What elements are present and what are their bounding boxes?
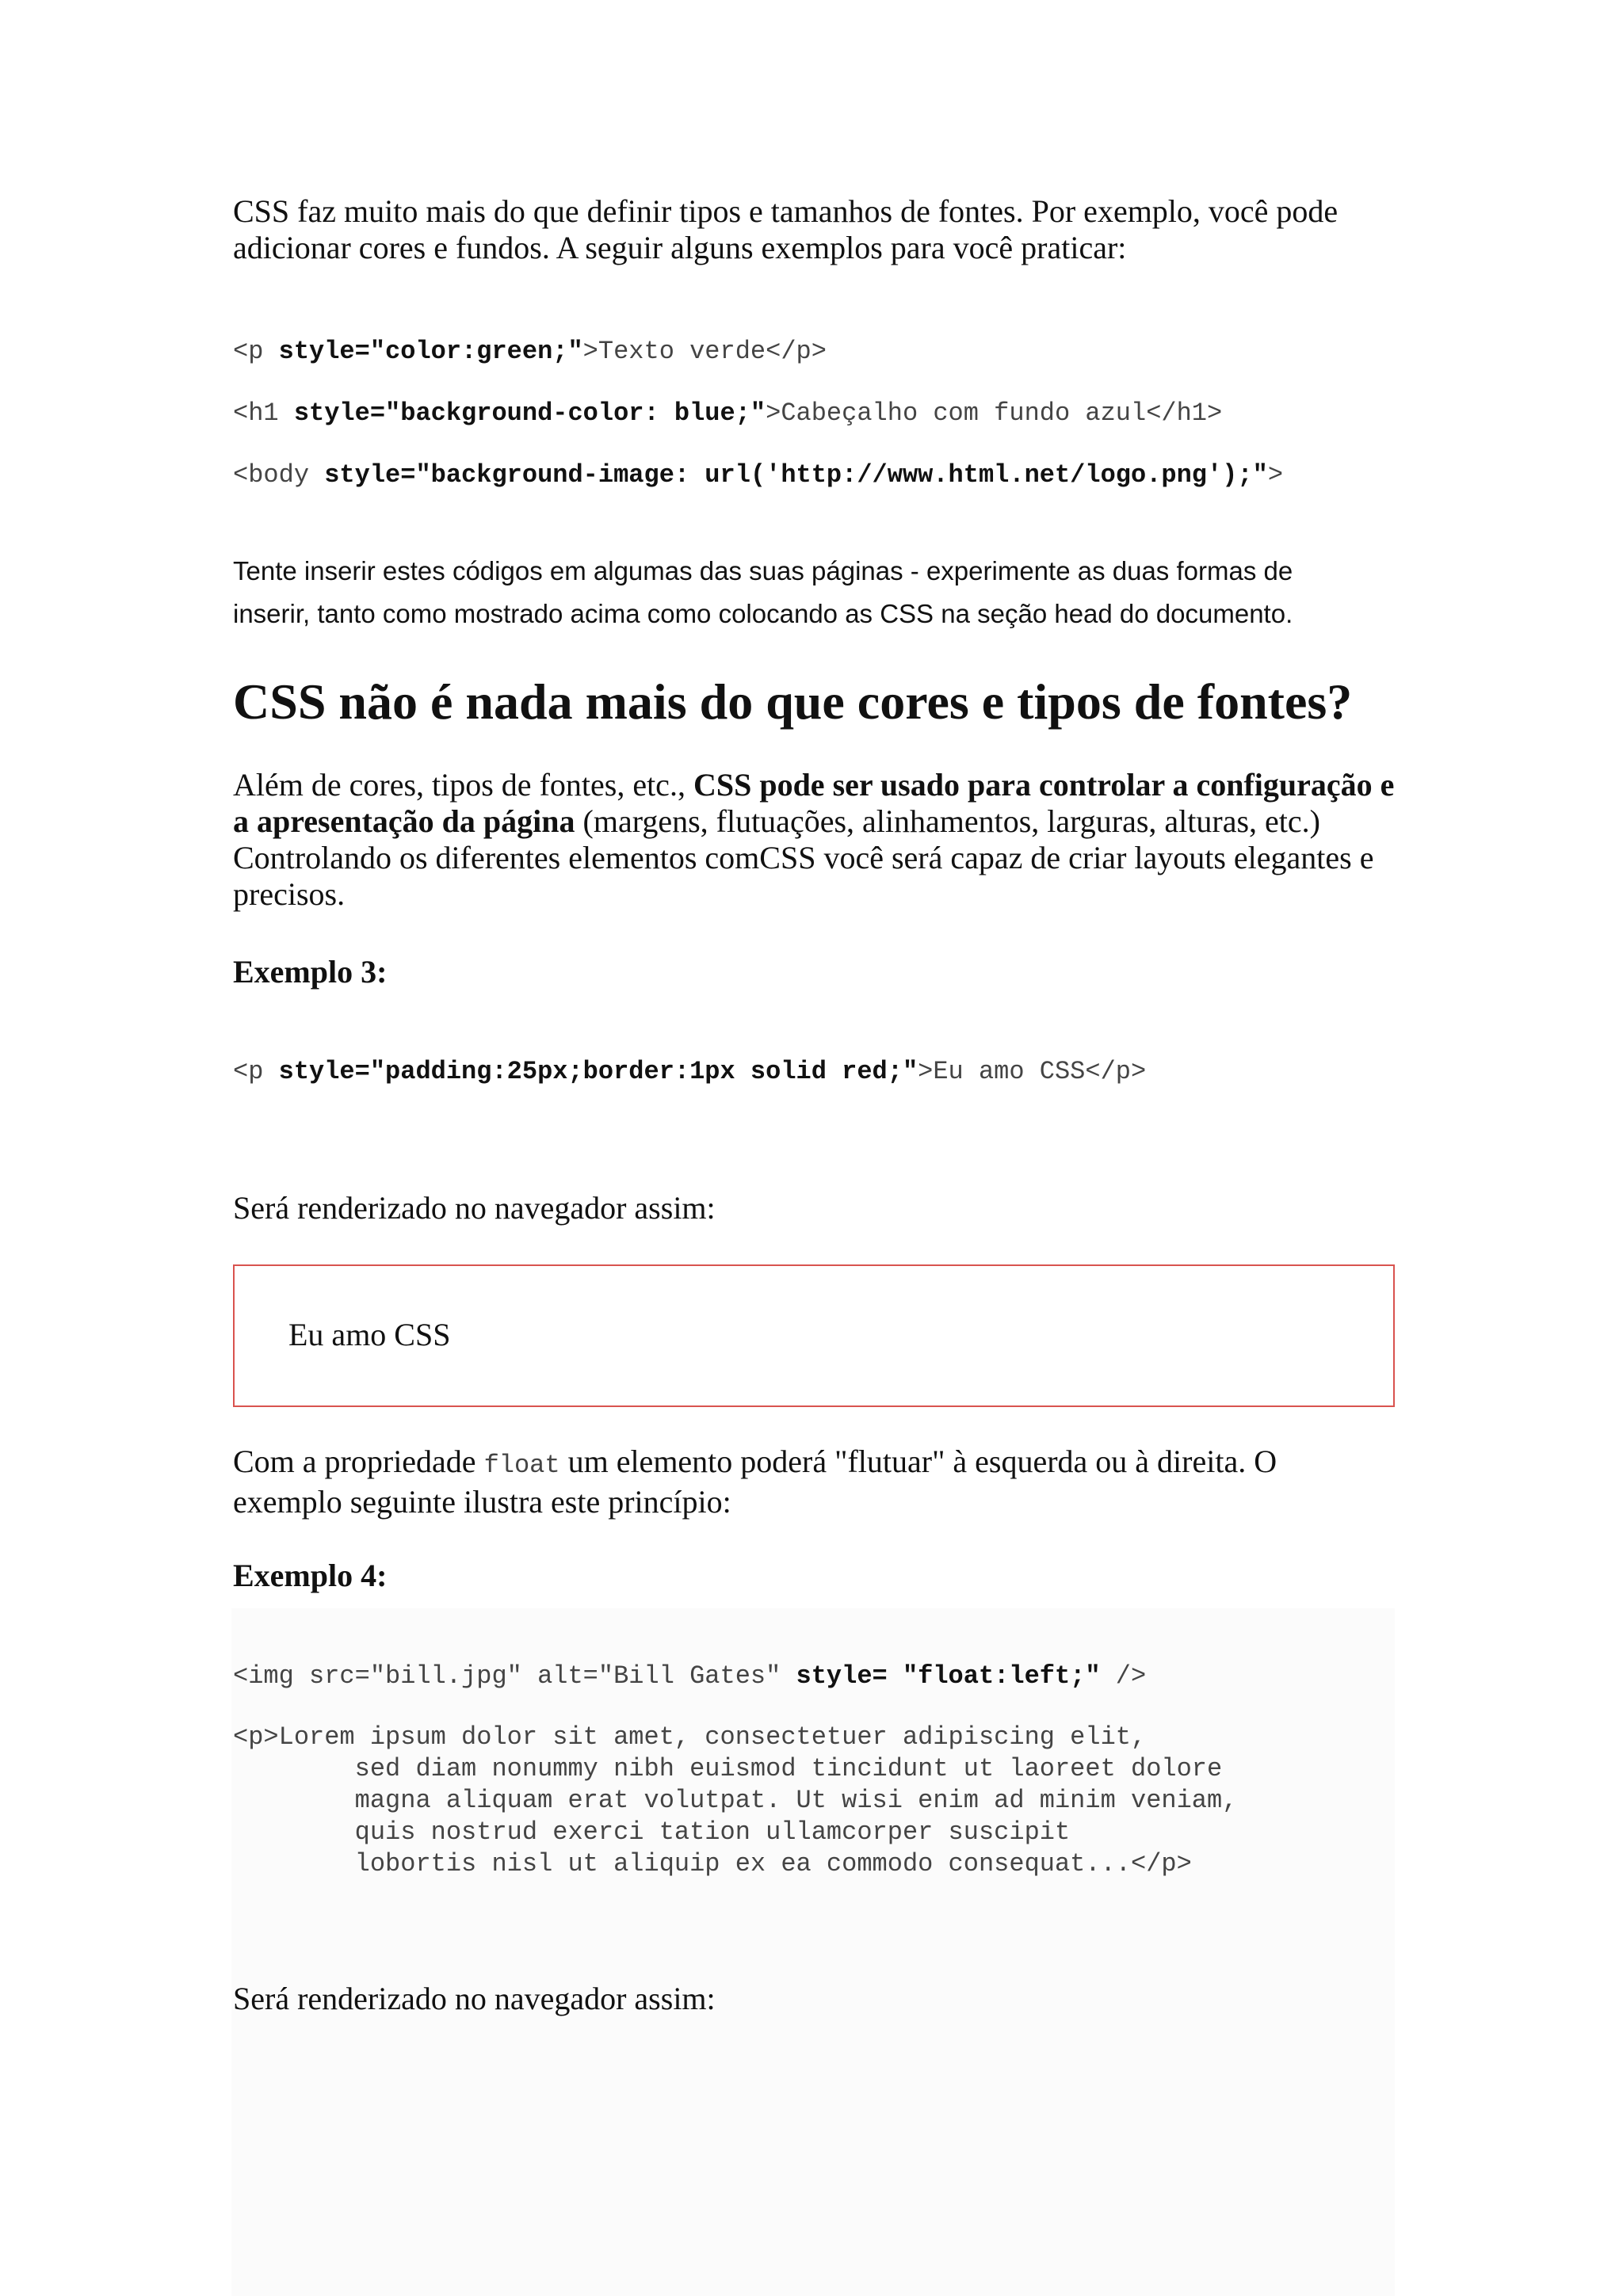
intro-line-1: CSS faz muito mais do que definir tipos e tamanhos de fontes. Por exemplo, você pode: [233, 193, 1338, 229]
section-heading: CSS não é nada mais do que cores e tipos de fontes?: [233, 673, 1353, 730]
tip-paragraph: [233, 550, 1406, 635]
lorem-line: magna aliquam erat volutpat. Ut wisi enim ad minim veniam,: [233, 1786, 1238, 1815]
code-example-background-image: <body style="background-image: url('http://www.html.net/logo.png');">: [233, 460, 1284, 490]
rendered-demo-box: [233, 1264, 1395, 1407]
example-3-title: Exemplo 3:: [233, 954, 388, 990]
example-4-img-code: <img src="bill.jpg" alt="Bill Gates" style= "float:left;" />: [233, 1661, 1147, 1691]
intro-paragraph: [233, 193, 1406, 266]
layout-paragraph-emphasis: CSS pode ser usado para controlar a configuração e a apresentação da página: [233, 767, 1395, 839]
layout-paragraph: Além de cores, tipos de fontes, etc., CSS pode ser usado para controlar a configuração e a apresentação da página (margens, flutuações, alinhamentos, larguras, alturas, etc.) Controlando os diferentes elementos comCSS você será capaz de criar layouts elegantes e precisos.: [233, 767, 1395, 912]
tip-line-2: inserir, tanto como mostrado acima como colocando as CSS na seção head do documento.: [233, 599, 1293, 628]
float-paragraph: Com a propriedade float um elemento poderá "flutuar" à esquerda ou à direita. O exemplo seguinte ilustra este princípio:: [233, 1444, 1277, 1520]
lorem-line: <p>Lorem ipsum dolor sit amet, consectetuer adipiscing elit,: [233, 1722, 1147, 1752]
float-inline-code: float: [483, 1451, 560, 1480]
example-background: [231, 1608, 1395, 2296]
intro-line-2: adicionar cores e fundos. A seguir alguns exemplos para você praticar:: [233, 230, 1127, 265]
lorem-line: quis nostrud exerci tation ullamcorper suscipit: [233, 1817, 1071, 1847]
tip-line-1: Tente inserir estes códigos em algumas das suas páginas - experimente as duas formas de: [233, 556, 1293, 585]
lorem-line: sed diam nonummy nibh euismod tincidunt ut laoreet dolore: [233, 1754, 1223, 1783]
example-3-code: <p style="padding:25px;border:1px solid red;">Eu amo CSS</p>: [233, 1057, 1147, 1086]
example-4-title: Exemplo 4:: [233, 1558, 388, 1593]
example-4-lorem-code: [233, 1722, 1237, 1880]
code-example-color: <p style="color:green;">Texto verde</p>: [233, 337, 827, 366]
code-example-background-color: <h1 style="background-color: blue;">Cabeçalho com fundo azul</h1>: [233, 399, 1223, 428]
example-4-render-label: Será renderizado no navegador assim:: [233, 1981, 716, 2016]
lorem-line: lobortis nisl ut aliquip ex ea commodo consequat...</p>: [233, 1849, 1192, 1878]
example-3-render-label: Será renderizado no navegador assim:: [233, 1190, 716, 1226]
rendered-demo-text: Eu amo CSS: [288, 1317, 451, 1352]
